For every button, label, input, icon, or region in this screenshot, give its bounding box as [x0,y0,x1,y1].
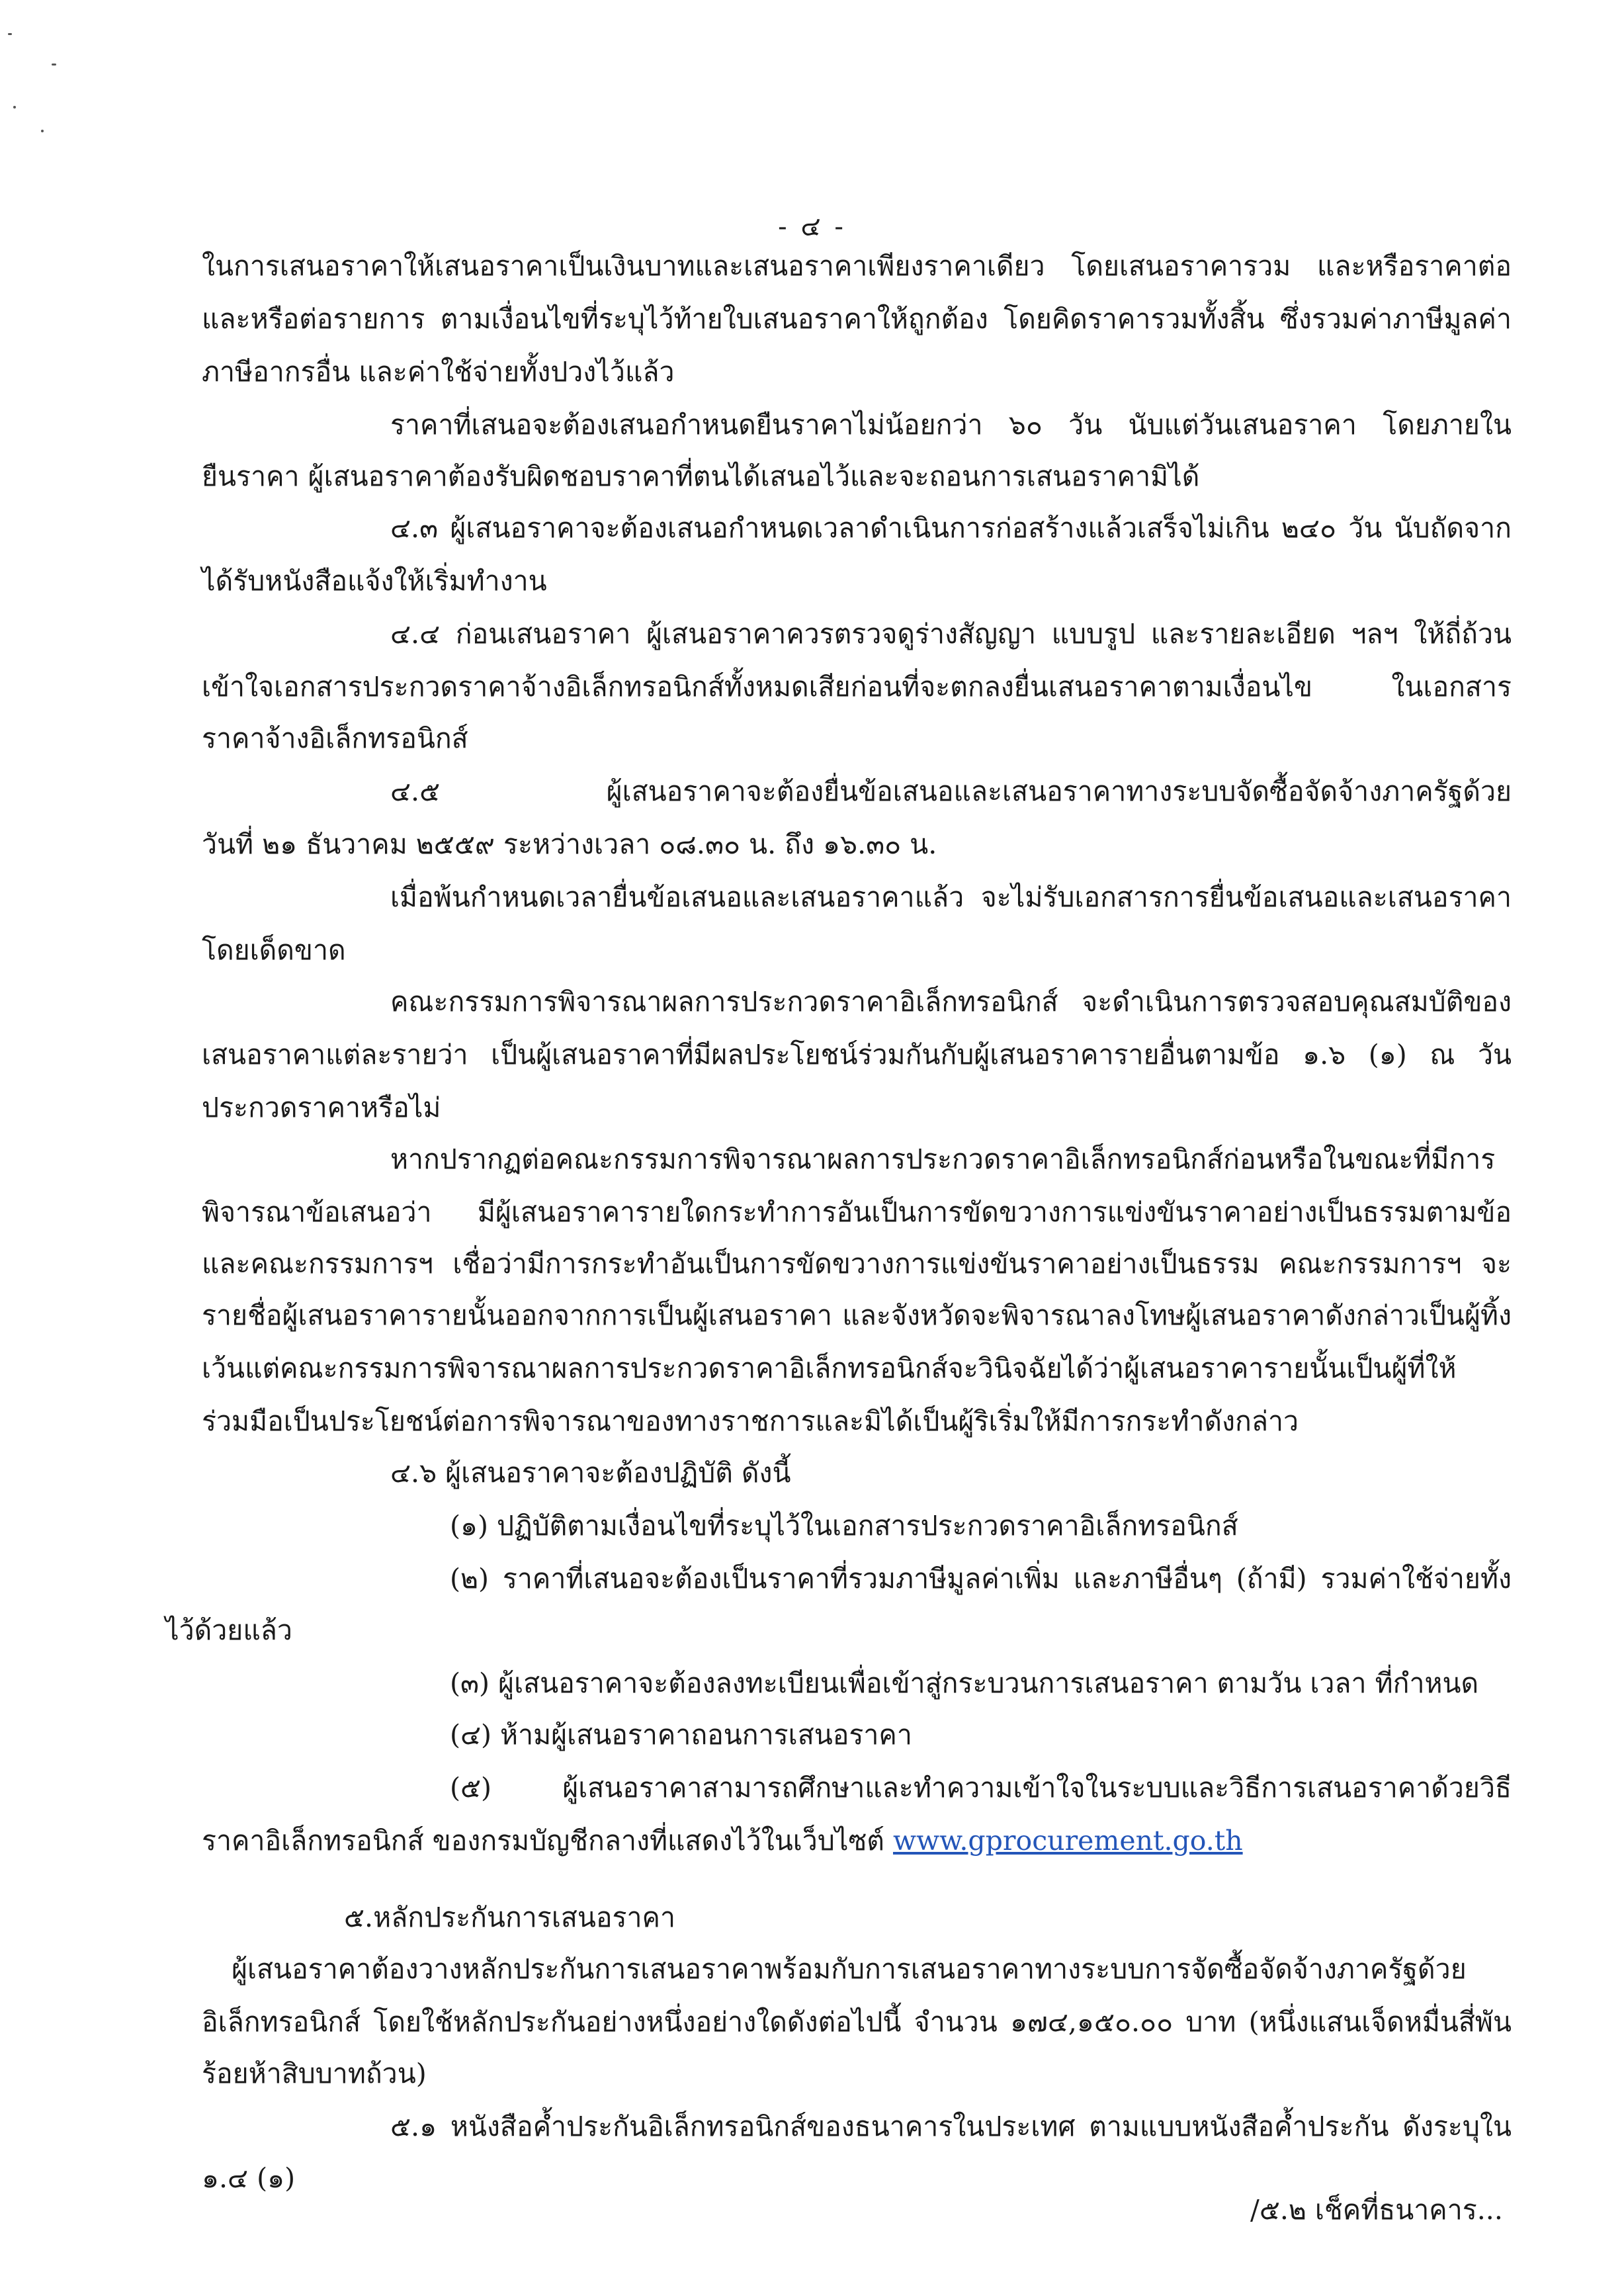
paragraph-line: เข้าใจเอกสารประกวดราคาจ้างอิเล็กทรอนิกส์ทั้งหมดเสียก่อนที่จะตกลงยื่นเสนอราคาตามเงื่อนไข ในเอกสาร [202,671,1512,703]
paragraph-line: เสนอราคาแต่ละรายว่า เป็นผู้เสนอราคาที่มีผลประโยชน์ร่วมกันกับผู้เสนอราคารายอื่นตามข้อ ๑.๖ (๑) ณ วัน [202,1039,1512,1071]
paragraph-line: ประกวดราคาหรือไม่ [202,1092,441,1123]
list-item: (๑) ปฏิบัติตามเงื่อนไขที่ระบุไว้ในเอกสารประกวดราคาอิเล็กทรอนิกส์ [450,1510,1238,1542]
scan-speck [8,33,12,35]
paragraph-line: คณะกรรมการพิจารณาผลการประกวดราคาอิเล็กทรอนิกส์ จะดำเนินการตรวจสอบคุณสมบัติของ [390,986,1512,1018]
list-item: (๓) ผู้เสนอราคาจะต้องลงทะเบียนเพื่อเข้าสู่กระบวนการเสนอราคา ตามวัน เวลา ที่กำหนด [450,1667,1479,1699]
paragraph-line: เมื่อพ้นกำหนดเวลายื่นข้อเสนอและเสนอราคาแล้ว จะไม่รับเอกสารการยื่นข้อเสนอและเสนอราคา [390,881,1512,913]
paragraph-line: พิจารณาข้อเสนอว่า มีผู้เสนอราคารายใดกระทำการอันเป็นการขัดขวางการแข่งขันราคาอย่างเป็นธรรมตามข้อ [202,1196,1512,1228]
page-number: - ๔ - [778,212,846,242]
paragraph-line [202,1821,1512,1860]
paragraph-line: รายชื่อผู้เสนอราคารายนั้นออกจากการเป็นผู้เสนอราคา และจังหวัดจะพิจารณาลงโทษผู้เสนอราคาดังกล่าวเป็นผู้ทิ้ง [202,1299,1512,1331]
continuation-note: /๕.๒ เช็คที่ธนาคาร... [1250,2194,1503,2226]
list-item: (๒) ราคาที่เสนอจะต้องเป็นราคาที่รวมภาษีมูลค่าเพิ่ม และภาษีอื่นๆ (ถ้ามี) รวมค่าใช้จ่ายทั้ง [450,1563,1512,1595]
paragraph-line: ผู้เสนอราคาต้องวางหลักประกันการเสนอราคาพร้อมกับการเสนอราคาทางระบบการจัดซื้อจัดจ้างภาครัฐด้วย [232,1953,1467,1985]
paragraph-line: ๑.๔ (๑) [202,2162,296,2194]
section-heading: ๕.หลักประกันการเสนอราคา [344,1902,676,1933]
paragraph-line: ราคาที่เสนอจะต้องเสนอกำหนดยืนราคาไม่น้อยกว่า ๖๐ วัน นับแต่วันเสนอราคา โดยภายใน [390,409,1512,441]
paragraph-line: ๔.๕ ผู้เสนอราคาจะต้องยื่นข้อเสนอและเสนอราคาทางระบบจัดซื้อจัดจ้างภาครัฐด้วย [390,775,1512,807]
scan-speck [52,64,56,66]
paragraph-line: โดยเด็ดขาด [202,934,346,966]
paragraph-line: ภาษีอากรอื่น และค่าใช้จ่ายทั้งปวงไว้แล้ว [202,356,675,388]
paragraph-line: วันที่ ๒๑ ธันวาคม ๒๕๕๙ ระหว่างเวลา ๐๘.๓๐ น. ถึง ๑๖.๓๐ น. [202,828,937,860]
paragraph-line: อิเล็กทรอนิกส์ โดยใช้หลักประกันอย่างหนึ่งอย่างใดดังต่อไปนี้ จำนวน ๑๗๔,๑๕๐.๐๐ บาท (หนึ่งแสนเจ็ดหมื่นสี่พัน [202,2006,1512,2038]
paragraph-line: หากปรากฏต่อคณะกรรมการพิจารณาผลการประกวดราคาอิเล็กทรอนิกส์ก่อนหรือในขณะที่มีการ [390,1143,1496,1175]
paragraph-line: ๔.๔ ก่อนเสนอราคา ผู้เสนอราคาควรตรวจดูร่างสัญญา แบบรูป และรายละเอียด ฯลฯ ให้ถี่ถ้วน [390,618,1512,650]
paragraph-line: ร่วมมือเป็นประโยชน์ต่อการพิจารณาของทางราชการและมิได้เป็นผู้ริเริ่มให้มีการกระทำดังกล่าว [202,1405,1299,1437]
gprocurement-link[interactable]: www.gprocurement.go.th [892,1825,1243,1857]
scan-speck [13,106,16,109]
paragraph-line: และคณะกรรมการฯ เชื่อว่ามีการกระทำอันเป็นการขัดขวางการแข่งขันราคาอย่างเป็นธรรม คณะกรรมการฯ จะ [202,1248,1512,1280]
section-item: ๔.๖ ผู้เสนอราคาจะต้องปฏิบัติ ดังนี้ [390,1457,791,1489]
paragraph-line: ๔.๓ ผู้เสนอราคาจะต้องเสนอกำหนดเวลาดำเนินการก่อสร้างแล้วเสร็จไม่เกิน ๒๔๐ วัน นับถัดจาก [390,512,1512,544]
paragraph-line: ร้อยห้าสิบบาทถ้วน) [202,2058,427,2089]
paragraph-line: และหรือต่อรายการ ตามเงื่อนไขที่ระบุไว้ท้ายใบเสนอราคาให้ถูกต้อง โดยคิดราคารวมทั้งสิ้น ซึ่งรวมค่าภาษีมูลค่า [202,303,1512,335]
paragraph-line: ๕.๑ หนังสือค้ำประกันอิเล็กทรอนิกส์ของธนาคารในประเทศ ตามแบบหนังสือค้ำประกัน ดังระบุใน [390,2111,1512,2142]
scan-speck [41,130,44,132]
paragraph-line: ในการเสนอราคาให้เสนอราคาเป็นเงินบาทและเสนอราคาเพียงราคาเดียว โดยเสนอราคารวม และหรือราคาต่อ [202,250,1512,282]
list-item: (๕) ผู้เสนอราคาสามารถศึกษาและทำความเข้าใจในระบบและวิธีการเสนอราคาด้วยวิธี [450,1772,1512,1804]
paragraph-line: เว้นแต่คณะกรรมการพิจารณาผลการประกวดราคาอิเล็กทรอนิกส์จะวินิจฉัยได้ว่าผู้เสนอราคารายนั้นเป็นผู้ที่ให้ [202,1352,1457,1384]
paragraph-line: ราคาจ้างอิเล็กทรอนิกส์ [202,722,468,754]
paragraph-line: ได้รับหนังสือแจ้งให้เริ่มทำงาน [202,565,547,597]
paragraph-text: ราคาอิเล็กทรอนิกส์ ของกรมบัญชีกลางที่แสดงไว้ในเว็บไซต์ [202,1825,884,1857]
list-item: (๔) ห้ามผู้เสนอราคาถอนการเสนอราคา [450,1719,912,1751]
paragraph-line: ยืนราคา ผู้เสนอราคาต้องรับผิดชอบราคาที่ตนได้เสนอไว้และจะถอนการเสนอราคามิได้ [202,460,1200,492]
paragraph-line: ไว้ด้วยแล้ว [165,1614,292,1646]
